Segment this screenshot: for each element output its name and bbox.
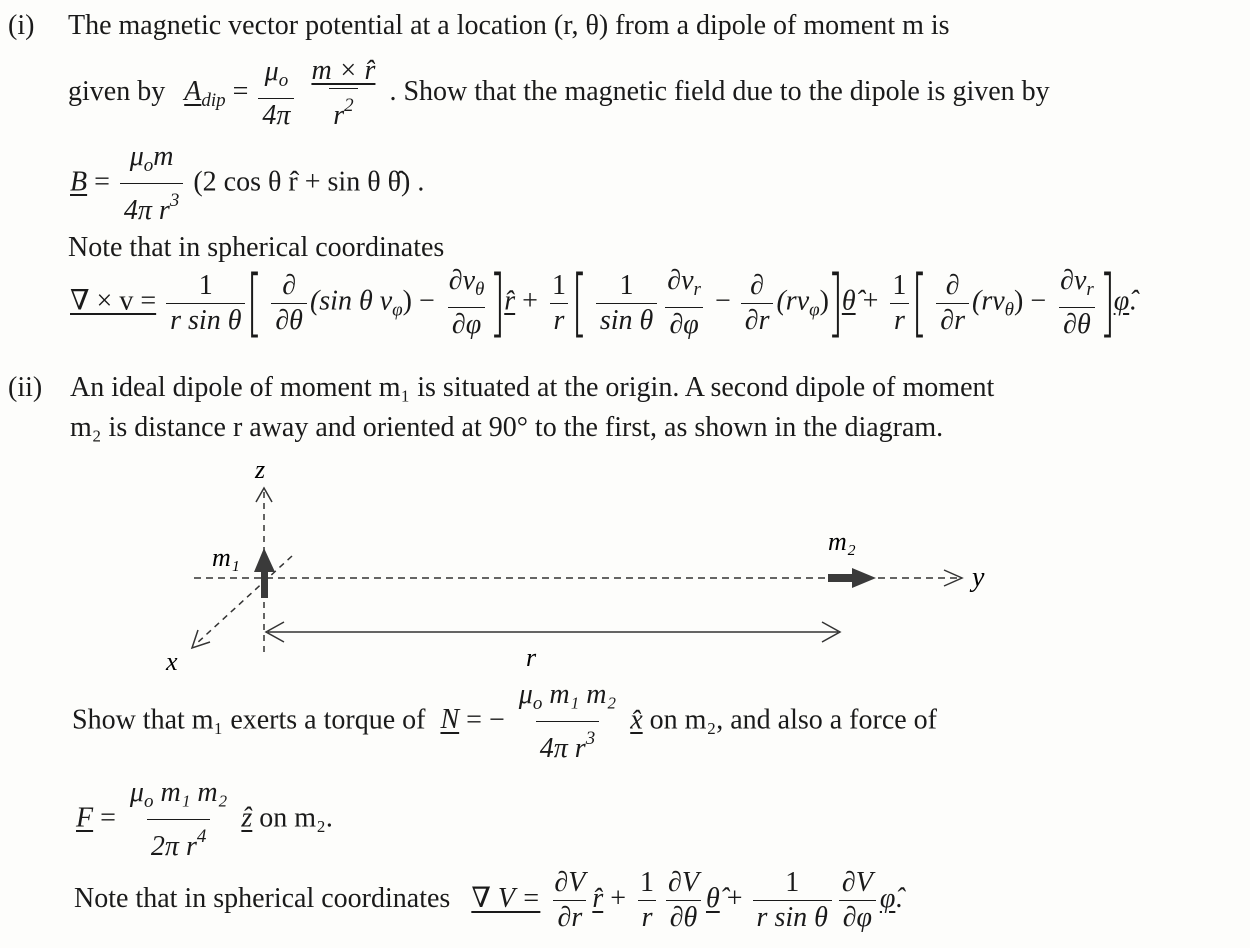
x-label: x	[166, 647, 178, 676]
left-bracket: [	[911, 260, 928, 346]
dv: ∂v	[1060, 265, 1087, 296]
mu-symbol: μ	[129, 141, 144, 172]
theta-hat: θ̂	[705, 882, 720, 914]
show-that-text: . Show that the magnetic field due to the dipole is given by	[389, 75, 1050, 107]
torque-fraction	[515, 680, 620, 764]
vector-potential-line	[68, 56, 1050, 131]
mu-symbol: μ	[264, 55, 279, 87]
m1-m2: m₁ m₂	[549, 679, 617, 710]
m1-label: m₁	[212, 543, 240, 572]
theta-sub: θ	[1004, 299, 1015, 321]
curl-t1-den: r sin θ	[166, 303, 245, 336]
d-dr-fraction	[741, 271, 774, 336]
curl-formula	[70, 260, 1137, 346]
dvr-dtheta-fraction	[1056, 266, 1098, 340]
plus: +	[522, 285, 545, 317]
mu-sub: o	[532, 693, 543, 714]
sin-theta: sin θ	[596, 303, 657, 336]
dv-theta-fraction	[445, 266, 489, 340]
r: r	[638, 900, 657, 933]
curl-t2-den: r	[550, 303, 569, 336]
one: 1	[619, 269, 634, 301]
d-r: ∂r	[741, 303, 774, 336]
dv: ∂v	[448, 265, 476, 296]
r-v: (rv	[776, 285, 810, 317]
right-bracket: ]	[1099, 260, 1116, 346]
dV: ∂V	[841, 867, 873, 898]
r-sub: r	[1086, 279, 1094, 300]
equals-sign: =	[100, 802, 116, 834]
phi-hat: φ̂	[879, 882, 896, 914]
torque-text: Show that m₁ exerts a torque of	[72, 704, 426, 736]
sin-theta-v: (sin θ v	[309, 285, 393, 317]
curl-t3-fraction	[888, 271, 910, 336]
dV-dr-fraction	[550, 868, 589, 933]
period: .	[895, 882, 903, 914]
d-theta: ∂θ	[1059, 307, 1095, 340]
period: .	[1129, 285, 1137, 317]
dV-dphi-fraction	[838, 868, 877, 933]
mu-sub: o	[143, 155, 154, 176]
one-over-r-fraction	[636, 868, 658, 933]
one: 1	[640, 867, 655, 898]
F-symbol: F	[76, 802, 94, 834]
force-fraction	[126, 778, 231, 862]
spherical-note-2: Note that in spherical coordinates	[74, 882, 451, 914]
m2-label: m₂	[828, 527, 856, 556]
r-sub: r	[693, 279, 701, 300]
given-by-text: given by	[68, 75, 166, 107]
B-coefficient-fraction	[120, 142, 183, 226]
mu-over-4pi-fraction	[258, 57, 294, 131]
one: 1	[785, 867, 800, 898]
r-fourth-sup: 4	[196, 826, 207, 847]
phi-sub: φ	[809, 299, 820, 321]
two-pi-r: 2π r	[150, 831, 197, 862]
d-phi: ∂φ	[665, 307, 702, 340]
phi-sub: φ	[392, 299, 403, 321]
torque-line	[72, 680, 937, 764]
part-i-line1: The magnetic vector potential at a location (r, θ) from a dipole of moment m is	[68, 10, 950, 41]
mu-sub: o	[278, 69, 289, 91]
curl-t2-fraction	[548, 271, 570, 336]
minus: −	[418, 285, 442, 317]
curl-t3-num: 1	[892, 269, 907, 301]
dipole-diagram	[0, 450, 1250, 680]
d-phi: ∂φ	[448, 307, 485, 340]
plus: +	[862, 285, 886, 317]
z-hat: ẑ	[241, 802, 253, 834]
m1-m2: m₁ m₂	[160, 777, 228, 808]
mu-symbol: μ	[129, 777, 144, 808]
partial: ∂	[282, 269, 297, 301]
theta-hat: θ̂	[841, 285, 856, 317]
d-dr-fraction-2	[936, 271, 969, 336]
equals-minus: = −	[466, 704, 505, 736]
plus: +	[726, 882, 743, 914]
grad-lhs: ∇ V =	[471, 882, 541, 914]
curl-lhs: ∇ × v =	[70, 285, 157, 317]
r-hat: r̂	[504, 285, 516, 317]
close-paren: )	[402, 285, 412, 317]
m2-arrow-head	[852, 568, 876, 588]
A-subscript: dip	[201, 89, 226, 111]
four-pi-r: 4π r	[539, 733, 586, 764]
part-ii-line1: An ideal dipole of moment m₁ is situated at the origin. A second dipole of moment	[70, 372, 995, 403]
dV: ∂V	[668, 867, 699, 898]
d-theta: ∂θ	[271, 303, 307, 336]
d-r: ∂r	[553, 900, 586, 933]
curl-t1-fraction	[166, 271, 245, 336]
d-phi: ∂φ	[839, 900, 876, 933]
r-den-sup: 2	[344, 95, 354, 116]
equals-sign: =	[94, 166, 117, 198]
x-hat: x̂	[630, 704, 643, 736]
x-axis	[196, 556, 292, 644]
curl-t3-den: r	[890, 303, 909, 336]
m1-arrow-head	[254, 548, 275, 572]
left-bracket: [	[571, 260, 588, 346]
cross-fraction	[307, 56, 379, 131]
partial: ∂	[750, 269, 765, 301]
plus: +	[610, 882, 627, 914]
B-direction-terms: (2 cos θ r̂ + sin θ θ̂) .	[193, 166, 425, 198]
phi-hat: φ̂	[1113, 285, 1130, 317]
r-cubed-sup: 3	[169, 190, 180, 211]
B-symbol: B	[70, 166, 88, 198]
force-line	[76, 778, 333, 862]
dV-dtheta-fraction	[664, 868, 703, 933]
magnetic-field-equation	[70, 142, 424, 226]
dvr-dphi-fraction	[663, 266, 705, 340]
mu-symbol: μ	[518, 679, 533, 710]
close-paren: )	[819, 285, 829, 317]
dV: ∂V	[554, 867, 586, 898]
part-i-label: (i)	[8, 10, 35, 41]
d-r: ∂r	[936, 303, 969, 336]
one-over-sin-fraction	[596, 271, 657, 336]
N-symbol: N	[440, 704, 460, 736]
one-over-rsin-fraction	[753, 868, 832, 933]
minus: −	[714, 285, 738, 317]
four-pi-r: 4π r	[123, 195, 170, 226]
mu-sub: o	[143, 791, 154, 812]
right-bracket: ]	[489, 260, 506, 346]
four-pi: 4π	[258, 98, 294, 131]
partial: ∂	[945, 269, 960, 301]
y-label: y	[972, 562, 985, 593]
force-post-text: on m₂.	[259, 802, 333, 834]
dv: ∂v	[667, 265, 694, 296]
d-theta: ∂θ	[666, 900, 702, 933]
r-cubed-sup: 3	[585, 728, 596, 749]
curl-t2-num: 1	[551, 269, 566, 301]
gradient-line	[74, 868, 902, 933]
left-bracket: [	[246, 260, 263, 346]
d-dtheta-fraction	[271, 271, 307, 336]
torque-post-text: on m₂, and also a force of	[649, 704, 937, 736]
minus: −	[1030, 285, 1054, 317]
r-hat: r̂	[592, 882, 604, 914]
right-bracket: ]	[827, 260, 844, 346]
r-v: (rv	[972, 285, 1005, 317]
m-symbol: m	[153, 141, 174, 172]
equals-sign: =	[232, 75, 256, 107]
A-symbol: A	[184, 75, 202, 107]
r-label: r	[526, 643, 537, 672]
r-den: r	[333, 100, 345, 131]
r-sin-theta: r sin θ	[753, 900, 832, 933]
spherical-note-1: Note that in spherical coordinates	[68, 232, 445, 263]
curl-t1-num: 1	[198, 269, 213, 301]
part-ii-label: (ii)	[8, 372, 43, 403]
m-cross-rhat: m × r̂	[311, 55, 376, 86]
part-ii-line2: m₂ is distance r away and oriented at 90° to the first, as shown in the diagram.	[70, 412, 944, 443]
z-label: z	[255, 455, 266, 484]
theta-sub: θ	[475, 279, 485, 300]
close-paren: )	[1014, 285, 1024, 317]
